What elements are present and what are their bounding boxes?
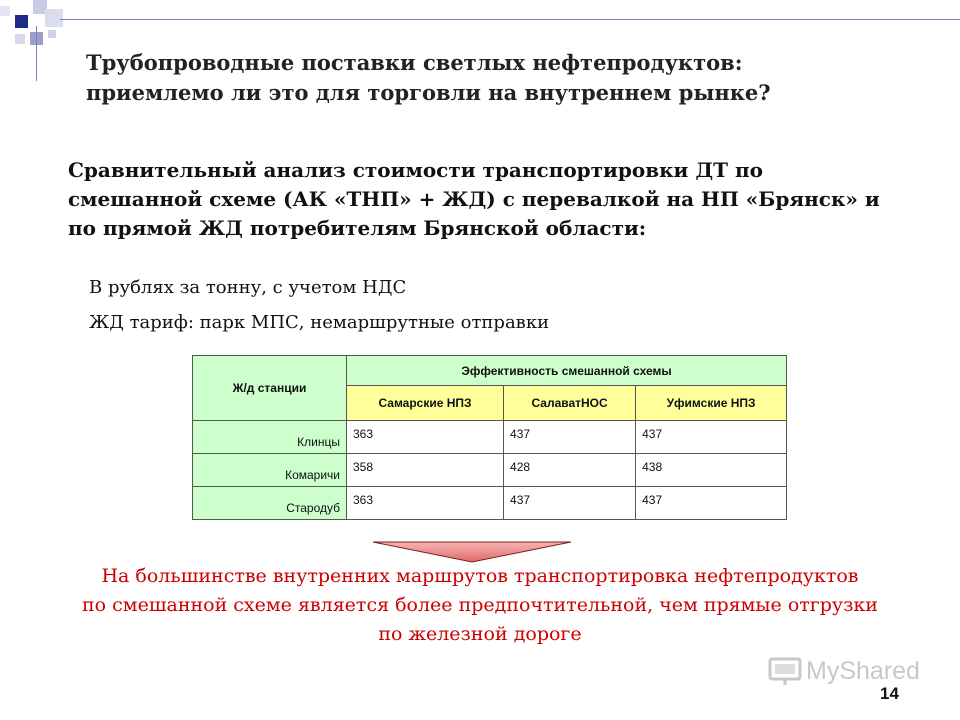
table-row (193, 454, 787, 487)
slide-subtitle (68, 156, 898, 243)
station-cell: Комаричи (193, 454, 347, 487)
decor-square (48, 30, 56, 38)
conclusion-line: по железной дороге (378, 623, 582, 645)
watermark-logo (768, 656, 920, 686)
decor-square (0, 6, 10, 16)
conclusion-line: На большинстве внутренних маршрутов транспортировка нефтепродуктов (101, 565, 859, 587)
value-cell: 428 (504, 454, 636, 487)
down-arrow-icon (372, 541, 572, 563)
title-line: Трубопроводные поставки светлых нефтепродуктов: (86, 50, 743, 75)
conclusion-text (40, 562, 920, 649)
units-note: В рублях за тонну, с учетом НДС (89, 277, 407, 298)
station-header: Ж/д станции (193, 356, 347, 421)
value-cell: 358 (347, 454, 504, 487)
header-rule (60, 19, 960, 20)
column-header: Самарские НПЗ (347, 386, 504, 421)
tariff-note: ЖД тариф: парк МПС, немаршрутные отправки (89, 312, 550, 333)
group-header: Эффективность смешанной схемы (347, 356, 787, 386)
side-rule (36, 26, 37, 81)
page-number: 14 (880, 684, 899, 703)
column-header: СалаватНОС (504, 386, 636, 421)
table-row (193, 487, 787, 520)
subtitle-line: смешанной схеме (АК «ТНП» + ЖД) с перевалкой на НП «Брянск» и (68, 187, 880, 211)
value-cell: 363 (347, 487, 504, 520)
decor-square (15, 34, 25, 44)
value-cell: 363 (347, 421, 504, 454)
decor-square (45, 9, 63, 27)
cost-comparison-table (192, 355, 787, 520)
station-cell: Стародуб (193, 487, 347, 520)
station-cell: Клинцы (193, 421, 347, 454)
column-header: Уфимские НПЗ (636, 386, 787, 421)
value-cell: 437 (636, 421, 787, 454)
title-line: приемлемо ли это для торговли на внутреннем рынке? (86, 80, 771, 105)
decor-square (15, 15, 28, 28)
watermark-text: MyShared (806, 656, 920, 685)
value-cell: 437 (504, 487, 636, 520)
value-cell: 437 (636, 487, 787, 520)
table-row (193, 421, 787, 454)
conclusion-line: по смешанной схеме является более предпочтительной, чем прямые отгрузки (82, 594, 878, 616)
subtitle-line: по прямой ЖД потребителям Брянской области: (68, 216, 647, 240)
slide-title (86, 48, 866, 108)
subtitle-line: Сравнительный анализ стоимости транспортировки ДТ по (68, 158, 763, 182)
value-cell: 437 (504, 421, 636, 454)
presentation-icon (768, 656, 802, 686)
value-cell: 438 (636, 454, 787, 487)
